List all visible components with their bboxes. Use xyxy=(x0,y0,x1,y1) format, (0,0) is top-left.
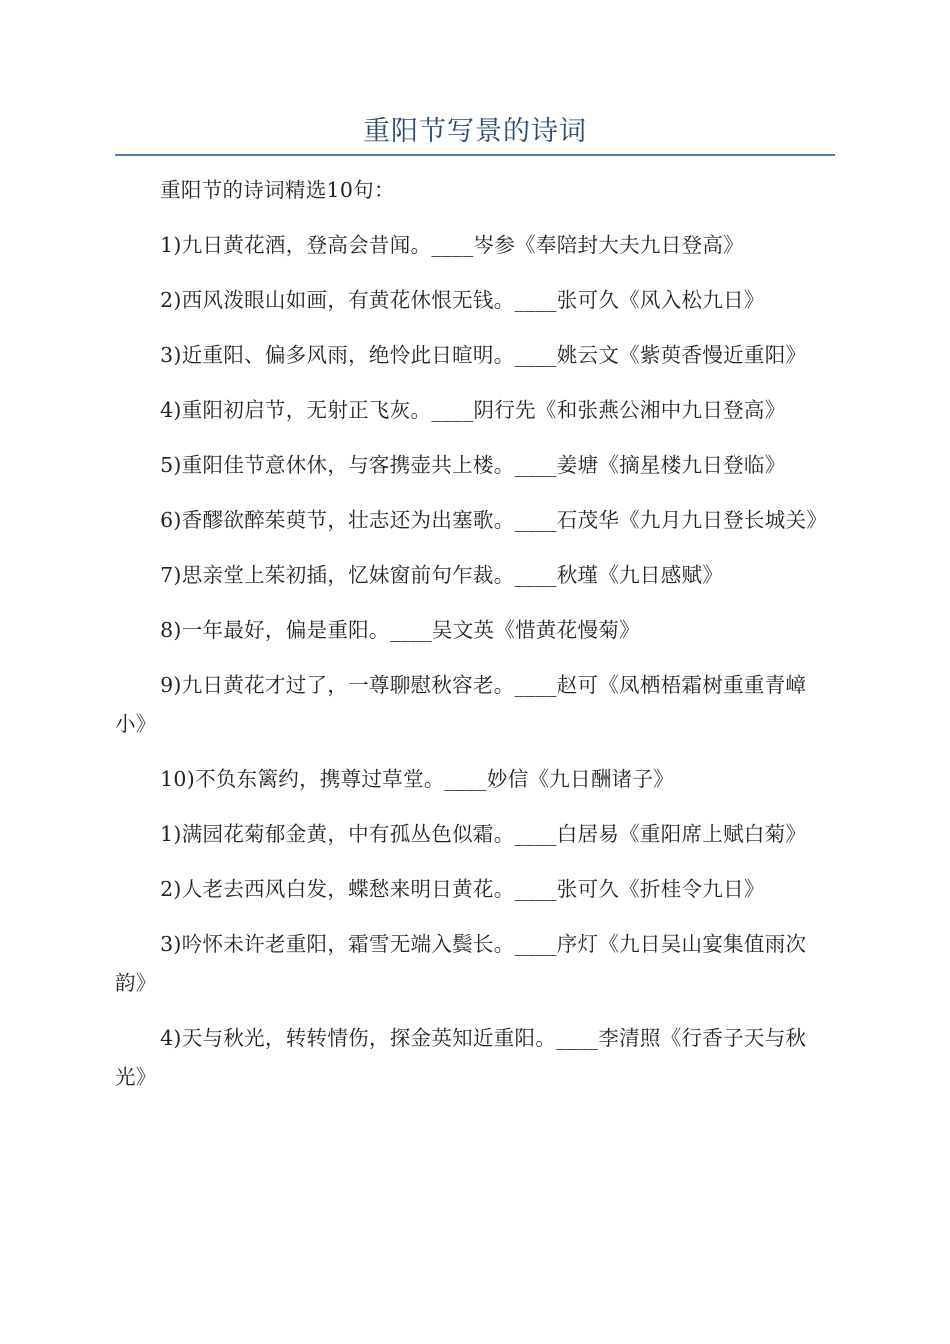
poem-line: 5)重阳佳节意休休，与客携壶共上楼。____姜塘《摘星楼九日登临》 xyxy=(160,453,786,477)
poem-line: 2)西风泼眼山如画，有黄花休恨无钱。____张可久《风入松九日》 xyxy=(160,288,765,312)
poem-line: 2)人老去西风白发，蝶愁来明日黄花。____张可久《折桂令九日》 xyxy=(160,877,765,901)
title-underline xyxy=(115,154,835,156)
intro-paragraph: 重阳节的诗词精选10句： xyxy=(160,178,395,202)
page-title: 重阳节写景的诗词 xyxy=(363,116,587,147)
poem-line: 6)香醪欲醉茱萸节，壮志还为出塞歌。____石茂华《九月九日登长城关》 xyxy=(160,508,828,532)
poem-line: 10)不负东篱约，携尊过草堂。____妙信《九日酬诸子》 xyxy=(160,767,675,791)
poem-line: 4)天与秋光，转转情伤，探金英知近重阳。____李清照《行香子天与秋光》 xyxy=(115,1026,807,1089)
poem-line: 7)思亲堂上茱初插，忆妹窗前句乍裁。____秋瑾《九日感赋》 xyxy=(160,563,724,587)
poem-line: 1)满园花菊郁金黄，中有孤丛色似霜。____白居易《重阳席上赋白菊》 xyxy=(160,822,807,846)
poem-line: 9)九日黄花才过了，一尊聊慰秋容老。____赵可《凤栖梧霜树重重青嶂小》 xyxy=(115,673,807,736)
poem-line: 1)九日黄花酒，登高会昔闻。____岑参《奉陪封大夫九日登高》 xyxy=(160,233,744,257)
poem-line: 3)吟怀未许老重阳，霜雪无端入鬓长。____序灯《九日吴山宴集值雨次韵》 xyxy=(115,932,807,995)
poem-line: 8)一年最好，偏是重阳。____吴文英《惜黄花慢菊》 xyxy=(160,618,640,642)
poem-line: 3)近重阳、偏多风雨，绝怜此日暄明。____姚云文《紫萸香慢近重阳》 xyxy=(160,343,807,367)
document-body xyxy=(115,171,835,1113)
poem-line: 4)重阳初启节，无射正飞灰。____阴行先《和张燕公湘中九日登高》 xyxy=(160,398,786,422)
